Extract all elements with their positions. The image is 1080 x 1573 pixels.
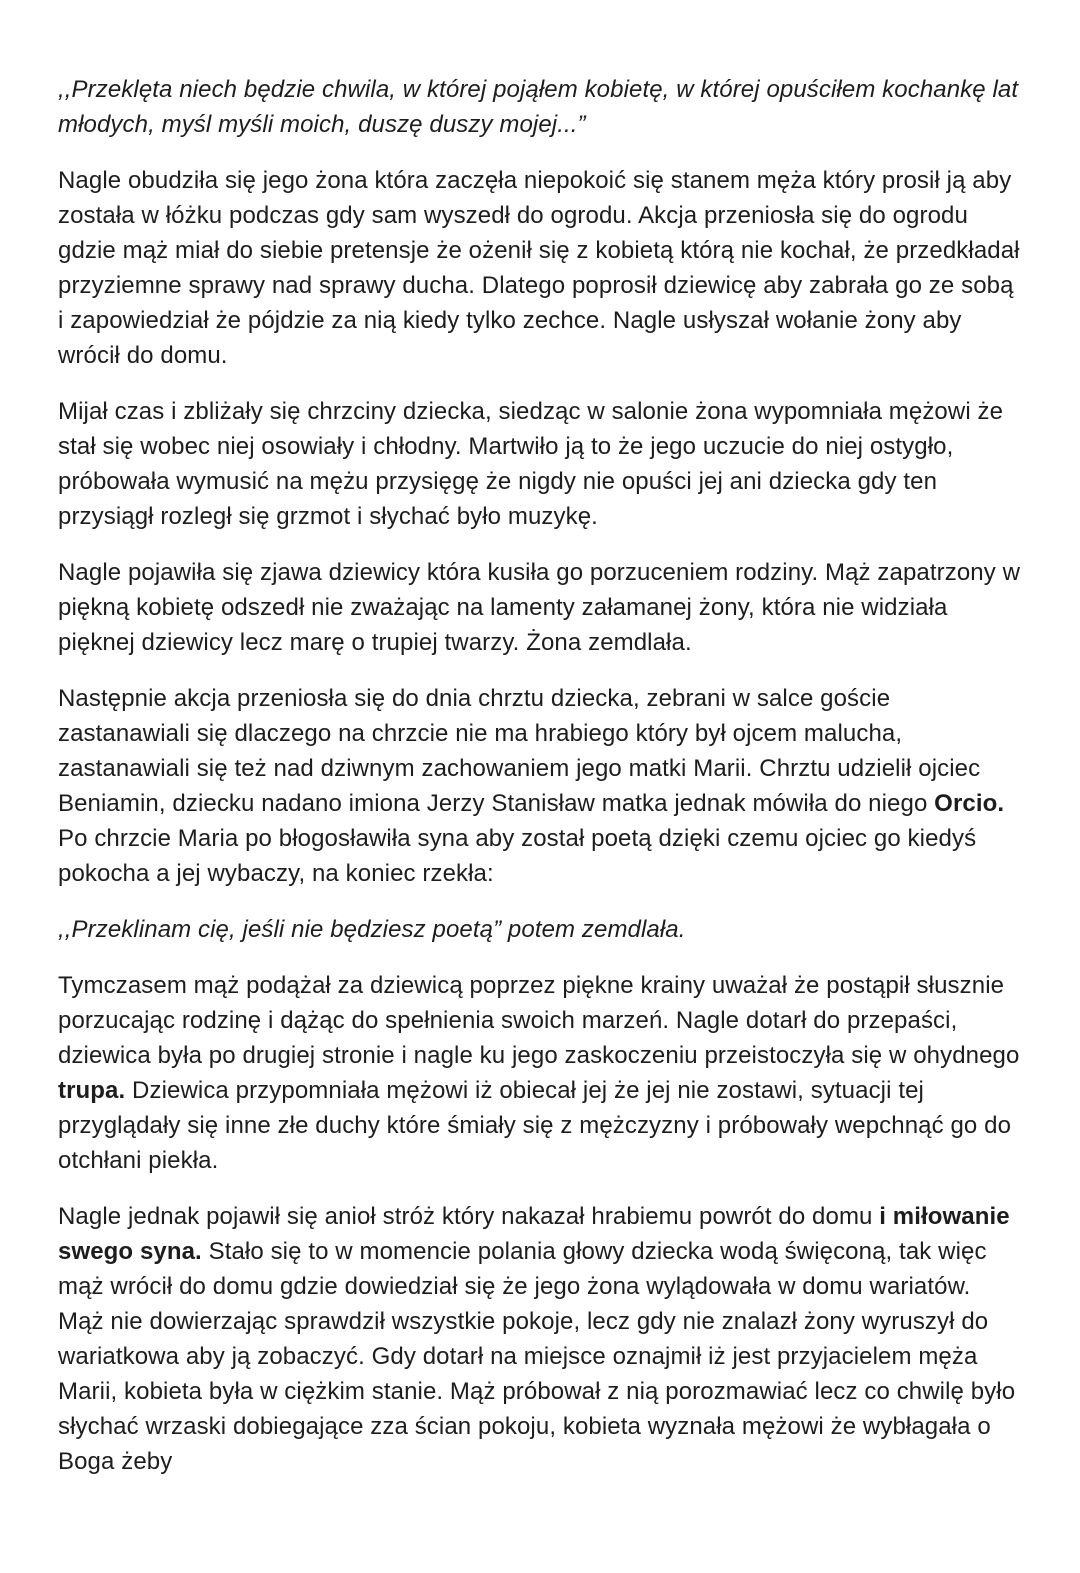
paragraph xyxy=(58,681,1022,891)
bold-text-run: i miłowanie swego syna. xyxy=(58,1203,1010,1265)
text-run: Nagle pojawiła się zjawa dziewicy która kusiła go porzuceniem rodziny. Mąż zapatrzony w piękną kobietę odszedł nie zważając na lamenty załamanej żony, która nie widziała pięknej dziewicy lecz marę o trupiej twarzy. Żona zemdlała. xyxy=(58,559,1021,656)
bold-text-run: Orcio. xyxy=(934,790,1005,817)
text-run: Mijał czas i zbliżały się chrzciny dziecka, siedząc w salonie żona wypomniała mężowi że stał się wobec niej osowiały i chłodny. Martwiło ją to że jego uczucie do niej ostygło, próbowała wymusić na mężu przysięgę że nigdy nie opuści jej ani dziecka gdy ten przysiągł rozległ się grzmot i słychać było muzykę. xyxy=(58,398,1004,530)
text-run: Po chrzcie Maria po błogosławiła syna aby został poetą dzięki czemu ojciec go kiedyś pokocha a jej wybaczy, na koniec rzekła: xyxy=(58,825,977,887)
text-run: Nagle obudziła się jego żona która zaczęła niepokoić się stanem męża który prosił ją aby została w łóżku podczas gdy sam wyszedł do ogrodu. Akcja przeniosła się do ogrodu gdzie mąż miał do siebie pretensje że ożenił się z kobietą którą nie kochał, że przedkładał przyziemne sprawy nad sprawy ducha. Dlatego poprosił dziewicę aby zabrała go ze sobą i zapowiedział że pójdzie za nią kiedy tylko zechce. Nagle usłyszał wołanie żony aby wrócił do domu. xyxy=(58,167,1020,369)
text-run: ,,Przeklęta niech będzie chwila, w której pojąłem kobietę, w której opuściłem kochankę lat młodych, myśl myśli moich, duszę duszy mojej...” xyxy=(58,76,1019,138)
paragraph xyxy=(58,1199,1022,1479)
text-run: Następnie akcja przeniosła się do dnia chrztu dziecka, zebrani w salce goście zastanawiali się dlaczego na chrzcie nie ma hrabiego który był ojcem malucha, zastanawiali się też nad dziwnym zachowaniem jego matki Marii. Chrztu udzielił ojciec Beniamin, dziecku nadano imiona Jerzy Stanisław matka jednak mówiła do niego xyxy=(58,685,981,817)
text-run: Nagle jednak pojawił się anioł stróż który nakazał hrabiemu powrót do domu xyxy=(58,1203,880,1230)
text-run: Stało się to w momencie polania głowy dziecka wodą święconą, tak więc mąż wrócił do domu gdzie dowiedział się że jego żona wylądowała w domu wariatów. Mąż nie dowierzając sprawdził wszystkie pokoje, lecz gdy nie znalazł żony wyruszył do wariatkowa aby ją zobaczyć. Gdy dotarł na miejsce oznajmił iż jest przyjacielem męża Marii, kobieta była w ciężkim stanie. Mąż próbował z nią porozmawiać lecz co chwilę było słychać wrzaski dobiegające zza ścian pokoju, kobieta wyznała mężowi że wybłagała o Boga żeby xyxy=(58,1238,1016,1475)
paragraph xyxy=(58,555,1022,660)
paragraph xyxy=(58,912,1022,947)
paragraph xyxy=(58,163,1022,373)
bold-text-run: trupa. xyxy=(58,1077,126,1104)
paragraph xyxy=(58,968,1022,1178)
paragraph xyxy=(58,72,1022,142)
document-body xyxy=(58,72,1022,1479)
text-run: Dziewica przypomniała mężowi iż obiecał jej że jej nie zostawi, sytuacji tej przyglądały się inne złe duchy które śmiały się z mężczyzny i próbowały wepchnąć go do otchłani piekła. xyxy=(58,1077,1012,1174)
paragraph xyxy=(58,394,1022,534)
text-run: ,,Przeklinam cię, jeśli nie będziesz poetą” potem zemdlała. xyxy=(58,916,686,943)
text-run: Tymczasem mąż podążał za dziewicą poprzez piękne krainy uważał że postąpił słusznie porzucając rodzinę i dążąc do spełnienia swoich marzeń. Nagle dotarł do przepaści, dziewica była po drugiej stronie i nagle ku jego zaskoczeniu przeistoczyła się w ohydnego xyxy=(58,972,1020,1069)
